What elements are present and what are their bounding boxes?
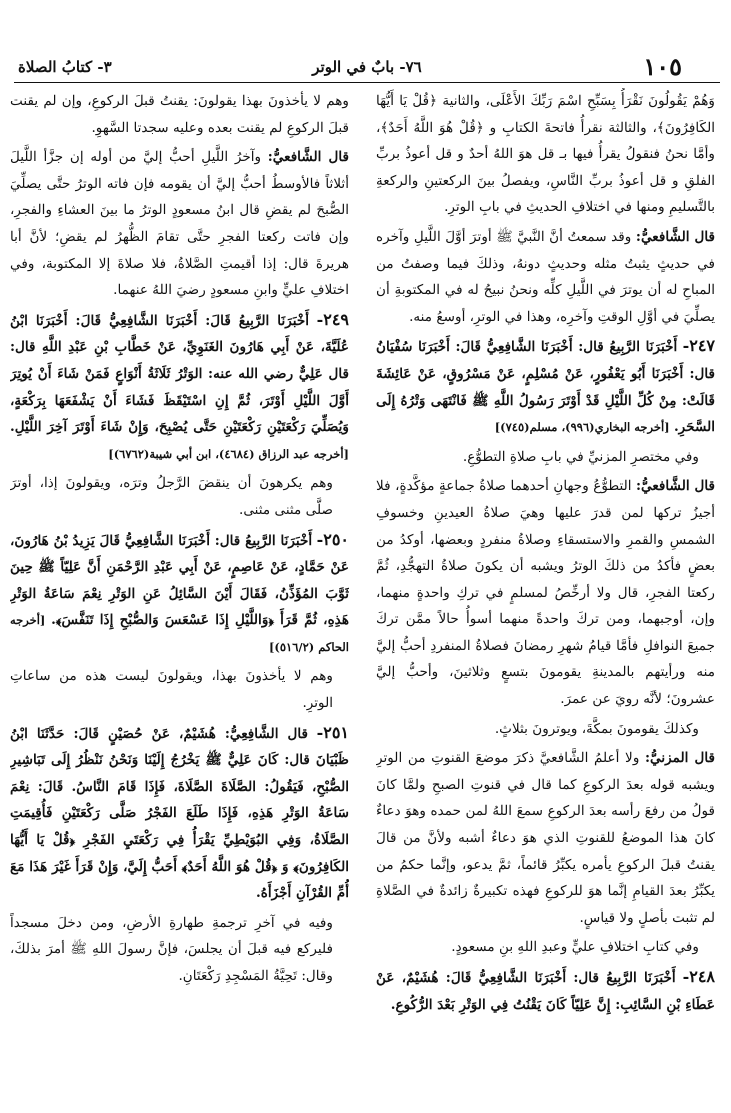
paragraph: وفيه في آخرِ ترجمةِ طهارةِ الأرضِ، ومن دخلَ مسجداً فليركع فيه قبلَ أن يجلسَ، فإنَّ رسولَ اللهِ ﷺ أمرَ بذلكَ، وقال: تَحِيَّةُ المَسْجِدِ رَكْعَتَانِ. [10, 914, 333, 984]
hadith-reference: [أخرجه عبد الرزاق (٤٦٨٤)، ابن أبي شيبة(٦٧٦٢)] [108, 446, 349, 461]
hadith-text: أَخْبَرَنَا الرَّبِيعُ قال: أَخْبَرَنَا الشَّافِعِيُّ قَالَ يَزِيدُ بْنُ هَارُونَ، عَنْ حَمَّادٍ، عَنْ عَاصِمٍ، عَنْ أَبِي عَبْدِ الرَّحْمَنِ أَنَّ عَلِيّاً ﷺ حِينَ ثَوَّبَ المُؤَذِّنُ، فَقَالَ أَيْنَ السَّائِلُ عَنِ الوَتْرِ نِعْمَ سَاعَةُ الوَتْرِ هَذِهِ، ثُمَّ قَرَأَ ﴿وَاللَّيْلِ إِذَا عَسْعَسَ وَالصُّبْحِ إِذَا تَنَفَّسَ﴾. [10, 532, 349, 629]
paragraph-text: ولا أعلمُ الشَّافعيَّ ذكرَ موضعَ القنوتِ من الوترِ ويشبه قوله بعدَ الركوعِ كما قال في قنوتِ الصبحِ ولمَّا كانَ قولُ من رفعَ رأسه بعدَ الركوعِ سمعَ اللهُ لمن حمده وهوَ دعاءٌ كانَ هذا الموضعُ للقنوتِ الذي هوَ دعاءٌ أشبه ولأنَّ من قالَ يقنتُ قبلَ الركوعِ يأمره يكبِّرُ قائماً، ثمَّ يدعو، وإنَّما حكمُ من يكبِّرُ بعدَ القيامِ إنَّما هوَ للركوعِ فهذه تكبيرةٌ زائدةٌ في الصَّلاةِ لم تثبت بأصلٍ ولا قياسٍ. [376, 750, 715, 926]
hadith-text: أَخْبَرَنَا الرَّبِيعُ قال: أَخْبَرَنَا الشَّافِعِيُّ قَالَ: هُشَيْمٌ، عَنْ عَطَاءِ بْنِ السَّائِبِ: إِنَّ عَلِيّاً كَانَ يَقْنُتُ فِي الوَتْرِ بَعْدَ الرُّكُوعِ. [376, 970, 715, 1013]
right-column [376, 88, 715, 1093]
paragraph: وهم لا يأخذونَ بهذا يقولونَ: يقنتُ قبلَ الركوعِ، وإن لم يقنت قبلَ الركوعِ لم يقنت بعده وعليه سجدتا السَّهوِ. [10, 93, 349, 136]
paragraph: وفي مختصرِ المزنيِّ في بابِ صلاةِ التطوُّعِ. [462, 448, 699, 465]
hadith-reference: [أخرجه الحاكم (٥١٦/٢)] [10, 613, 349, 654]
paragraph [10, 144, 349, 304]
speaker-label: قال المزنيُّ: [645, 750, 715, 767]
hadith-text: أَخْبَرَنَا الرَّبِيعُ قَالَ: أَخْبَرَنَا الشَّافِعِيُّ قَالَ: أَخْبَرَنَا ابْنُ عُلَيَّةَ، عَنْ أَبِي هَارُونَ الغَنَوِيِّ، عَنْ خَطَّابِ بْنِ عَبْدِ اللَّهِ قال: قال عَلِيٌّ رضي الله عنه: الوَتْرُ ثَلَاثَةُ أَنْوَاعٍ فَمَنْ شَاءَ أَنْ يُوتِرَ أَوَّلَ اللَّيْلِ أَوْتَرَ، ثُمَّ إِنِ اسْتَيْقَظَ فَشَاءَ أَنْ يَشْفَعَهَا بِرَكْعَةٍ، وَيُصَلِّيَ رَكْعَتَيْنِ رَكْعَتَيْنِ حَتَّى يُصْبِحَ، وَإِنْ شَاءَ أَوْتَرَ آخِرَ اللَّيْلِ. [10, 312, 349, 436]
paragraph [376, 473, 715, 712]
hadith-reference: [أخرجه البخاري(٩٩٦)، مسلم(٧٤٥)] [494, 420, 670, 435]
paragraph-text: التطوُّعُ وجهانِ أحدهما صلاةُ جماعةٍ مؤكَّدةٍ، فلا أجيزُ تركها لمن قدرَ عليها وهيَ صلاةُ العيدينِ وخسوفِ الشمسِ والقمرِ والاستسقاءِ وصلاةُ منفردٍ وبعضها، أوكدُ من بعضٍ فأكدُ من ذلكَ الوترُ ويشبه أن يكونَ صلاةُ التهجُّدِ، ثُمَّ ركعتا الفجرِ، قال ولا أرخِّصُ لمسلمٍ في تركِ واحدةٍ منهما، وإن، أوجبهما، ومن تركَ واحدةً منهما أسوأُ حالاً ممَّن تركَ جميعَ النوافلِ فأمَّا قيامُ شهرِ رمضانَ فصلاةُ المنفردِ أحبُّ إليَّ منه ورأيتهم بالمدينةِ يقومونَ بتسعٍ وثلاثينَ، وأحبُّ إليَّ عشرونَ؛ لأنَّه رويَ عن عمرَ. [376, 478, 715, 708]
hadith-number: ٢٥١- [316, 722, 349, 742]
running-title: ٧٦- بابٌ في الوتر [312, 58, 422, 76]
paragraph: وهم لا يأخذونَ بهذا، ويقولونَ ليست هذه من ساعاتِ الوترِ. [10, 668, 333, 712]
paragraph-text: وآخرُ اللَّيلِ أحبُّ إليَّ من أوله إن جزَّأ اللَّيلَ أثلاثاً فالأوسطُ أحبُّ إليَّ أن يقومه فإن فاته الوترُ حتَّى يصلِّيَ الصُّبحَ لم يقضِ قال ابنُ مسعودٍ الوترُ ما بينَ العشاءِ والفجرِ، وإن فاتت ركعتا الفجرِ حتَّى تقامَ الظُّهرُ لم يقضِ؛ لأنَّ أبا هريرةَ قال: إذا أقيمتِ الصَّلاةُ، فلا صلاةَ إلا المكتوبة، وفي اختلافِ عليٍّ وابنِ مسعودٍ رضيَ اللهُ عنهما. [10, 149, 349, 299]
hadith-number: ٢٤٨- [682, 967, 715, 986]
hadith-248 [376, 964, 715, 1018]
hadith-number: ٢٤٧- [682, 336, 715, 356]
speaker-label: قال الشَّافعيُّ: [636, 478, 715, 495]
page-header [14, 52, 720, 82]
book-title: ٣- كتابُ الصلاة [18, 58, 112, 76]
hadith-249 [10, 307, 349, 468]
paragraph: وكذلكَ يقومونَ بمكَّةَ، ويوترونَ بثلاثٍ. [494, 720, 699, 737]
left-column [10, 88, 349, 1093]
header-rule [14, 82, 720, 83]
hadith-number: ٢٥٠- [316, 529, 349, 549]
speaker-label: قال الشَّافعيُّ: [267, 149, 349, 166]
paragraph [376, 745, 715, 931]
hadith-251 [10, 720, 349, 907]
paragraph [376, 224, 715, 330]
speaker-label: قال الشَّافعيُّ: [635, 228, 715, 245]
hadith-text: قال الشَّافِعِيُّ: هُشَيْمٌ، عَنْ حُصَيْنٍ قَالَ: حَدَّثَنَا ابْنُ ظَبْيَانَ قال: كَانَ عَلِيٌّ ﷺ يَخْرُجُ إِلَيْنَا وَنَحْنُ نَنْظُرُ إِلَى تَبَاشِيرِ الصُّبْحِ، فَيَقُولُ: الصَّلَاةَ الصَّلَاةَ، فَإِذَا قَامَ النَّاسُ. قَالَ: نِعْمَ سَاعَةُ الوَتْرِ هَذِهِ، فَإِذَا طَلَعَ الفَجْرُ صَلَّى رَكْعَتَيْنِ فَأُقِيمَتِ الصَّلَاةُ، وَفِي البُوَيْطِيِّ يَقْرَأُ فِي رَكْعَتَيِ الفَجْرِ ﴿قُلْ يَا أَيُّهَا الكَافِرُونَ﴾ وَ ﴿قُلْ هُوَ اللَّهُ أَحَدٌ﴾ أَحَبُّ إِلَيَّ، وَإِنْ قَرَأَ غَيْرَ هَذَا مَعَ أُمِّ القُرْآنِ أَجْزَأَهُ. [10, 725, 349, 902]
hadith-247 [376, 333, 715, 440]
paragraph-text: وقد سمعتُ أنَّ النَّبيَّ ﷺ أوترَ أوَّلَ اللَّيلِ وآخره في حديثٍ يثبتُ مثله وحديثٍ دونهُ، وذلكَ فيما وصفتُ من المباحِ له أن يوترَ في اللَّيلِ كلِّه ونحنُ نبيحُ له في المكتوبةِ أن يصلِّيَ في أوَّلِ الوقتِ وآخرِه، وهذا في الوترِ، أوسعُ منه. [376, 228, 715, 325]
hadith-250 [10, 527, 349, 661]
hadith-text: أَخْبَرَنَا الرَّبِيعُ قال: أَخْبَرَنَا الشَّافِعِيُّ قَالَ: أَخْبَرَنَا سُفْيَانُ قال: أَخْبَرَنَا أَبُو يَعْفُورٍ، عَنْ مُسْلِمٍ، عَنْ مَسْرُوقٍ، عَنْ عَائِشَةَ قَالَتْ: مِنْ كُلِّ اللَّيْلِ قَدْ أَوْتَرَ رَسُولُ اللَّهِ ﷺ فَانْتَهَى وَتْرُهُ إِلَى السَّحَرِ. [376, 339, 715, 436]
paragraph: وهم يكرهونَ أن ينقضَ الرَّجلُ وترَه، ويقولونَ إذا، أوترَ صلَّى مثنى مثنى. [10, 475, 333, 518]
paragraph: وَهُمْ يَقُولُونَ نَقْرَأُ بِسَبِّحِ اسْمَ رَبِّكَ الأَعْلَى، والثانية ﴿قُلْ يَا أَيُّهَا الكَافِرُونَ﴾، والثالثة نقرأُ فاتحةَ الكتابِ و ﴿قُلْ هُوَ اللَّهُ أَحَدٌ﴾، وأمَّا نحنُ فنقولُ يقرأُ فيها بـ قل هوَ اللهُ أحدٌ و قل أعوذُ بربِّ الفلقِ و قل أعوذُ بربِّ النَّاسِ، ويفصلُ بينَ الركعتينِ والركعةِ بالتَّسليمِ ومنها في اختلافِ الحديثِ في بابِ الوترِ. [376, 93, 715, 216]
page-number: ١٠٥ [643, 52, 682, 81]
paragraph: وفي كتابِ اختلافِ عليٍّ وعبدِ اللهِ بنِ مسعودٍ. [451, 939, 699, 956]
hadith-number: ٢٤٩- [316, 309, 349, 329]
